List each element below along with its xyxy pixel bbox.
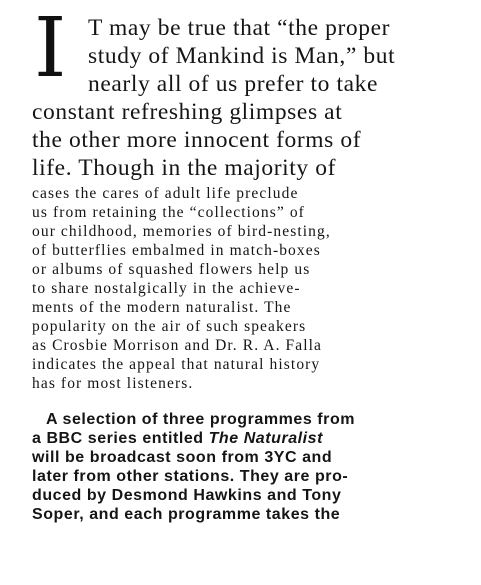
para1-small-line-3: our childhood, memories of bird-nesting, [32, 223, 331, 240]
para1-small-line-6: to share nostalgically in the achieve- [32, 280, 301, 297]
para1-line-6: life. Though in the majority of [32, 155, 337, 181]
para1-small-line-5: or albums of squashed flowers help us [32, 261, 311, 278]
para1-line-5: the other more innocent forms of [32, 127, 362, 153]
para1-line-1: T may be true that “the proper [88, 15, 391, 41]
para1-line-4: constant refreshing glimpses at [32, 99, 343, 125]
para2-line-1: A selection of three programmes from [46, 411, 356, 428]
para1-small-line-4: of butterflies embalmed in match-boxes [32, 242, 321, 259]
para1-small-line-10: indicates the appeal that natural history [32, 356, 321, 373]
drop-cap: I [34, 1, 67, 96]
para1-line-3: nearly all of us prefer to take [88, 71, 379, 97]
para1-small-line-9: as Crosbie Morrison and Dr. R. A. Falla [32, 337, 323, 354]
para1-small-line-1: cases the cares of adult life preclude [32, 185, 299, 202]
para2-line-4: later from other stations. They are pro- [32, 468, 349, 485]
series-title: The Naturalist [208, 430, 323, 447]
para2-line-5: duced by Desmond Hawkins and Tony [32, 487, 342, 504]
para1-small-line-11: has for most listeners. [32, 375, 194, 392]
para1-small-line-8: popularity on the air of such speakers [32, 318, 307, 335]
para2-line-2-text: BBC series entitled [41, 430, 209, 447]
para1-line-2: study of Mankind is Man,” but [88, 43, 396, 69]
para1-small-line-7: ments of the modern naturalist. The [32, 299, 292, 316]
para2-lead-letter: a [32, 430, 42, 447]
para1-small-line-2: us from retaining the “collections” of [32, 204, 305, 221]
para2-line-6: Soper, and each programme takes the [32, 506, 341, 523]
para2-line-2 [32, 429, 323, 448]
para2-line-3: will be broadcast soon from 3YC and [32, 449, 333, 466]
